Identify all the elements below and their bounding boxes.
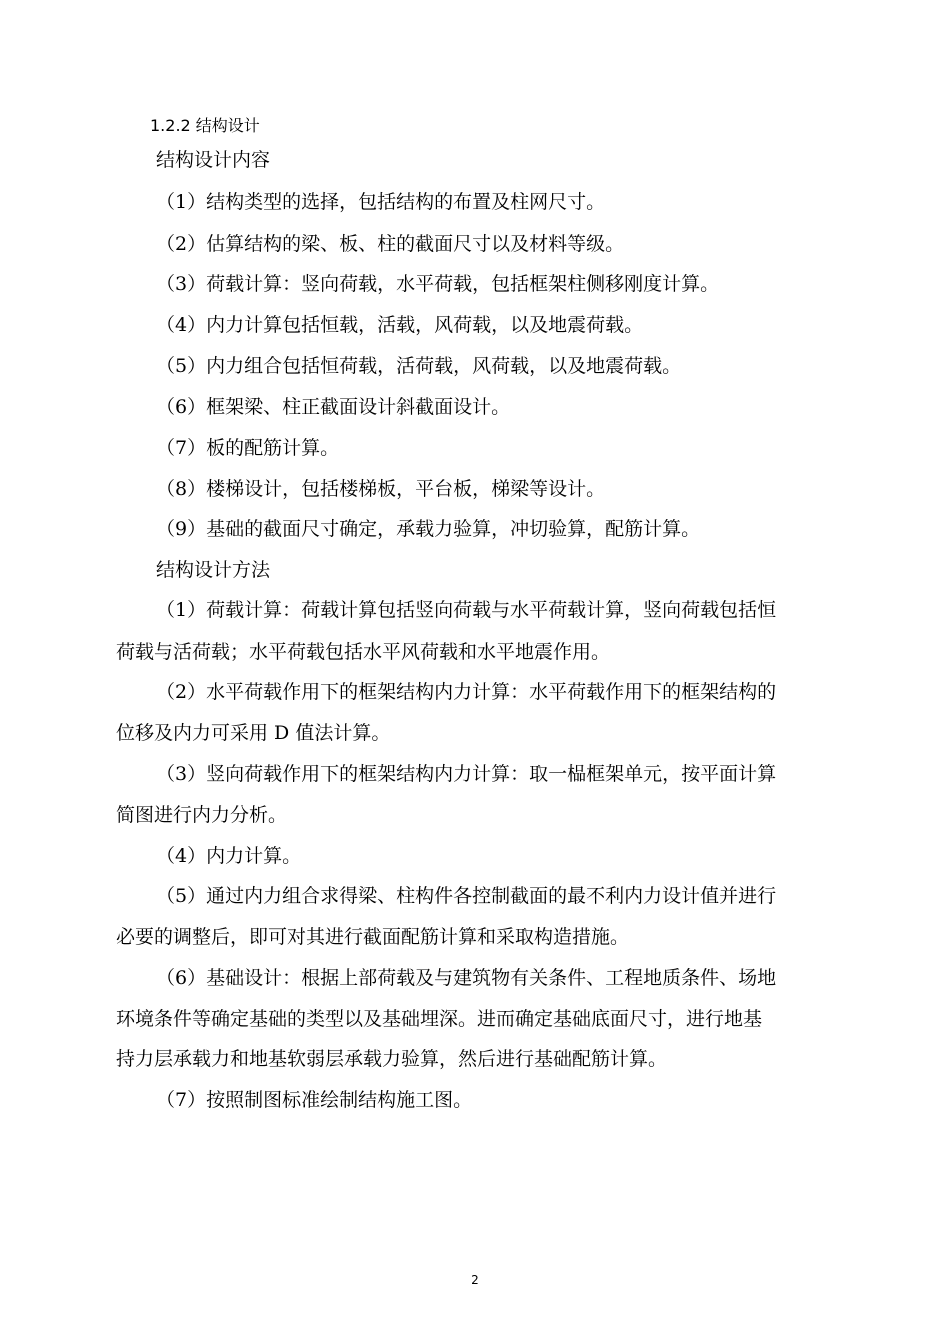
list-item: （9）基础的截面尺寸确定，承载力验算，冲切验算，配筋计算。 [156,518,701,540]
paragraph-line: 位移及内力可采用 D 值法计算。 [116,722,391,744]
list-item: （6）框架梁、柱正截面设计斜截面设计。 [156,396,511,418]
paragraph-line: 持力层承载力和地基软弱层承载力验算，然后进行基础配筋计算。 [116,1048,668,1070]
list-item: （4）内力计算包括恒载，活载，风荷载，以及地震荷载。 [156,314,644,336]
list-item: （8）楼梯设计，包括楼梯板，平台板，梯梁等设计。 [156,478,606,500]
paragraph-line: （6）基础设计：根据上部荷载及与建筑物有关条件、工程地质条件、场地 [156,967,777,989]
paragraph-line: （2）水平荷载作用下的框架结构内力计算：水平荷载作用下的框架结构的 [156,681,777,703]
method-title: 结构设计方法 [156,559,271,581]
paragraph-line: 必要的调整后，即可对其进行截面配筋计算和采取构造措施。 [116,926,630,948]
list-item: （5）内力组合包括恒荷载，活荷载，风荷载，以及地震荷载。 [156,355,682,377]
paragraph-line: 荷载与活荷载；水平荷载包括水平风荷载和水平地震作用。 [116,641,611,663]
paragraph-line: 环境条件等确定基础的类型以及基础埋深。进而确定基础底面尺寸，进行地基 [116,1008,763,1030]
paragraph-line: 简图进行内力分析。 [116,804,288,826]
list-item: （2）估算结构的梁、板、柱的截面尺寸以及材料等级。 [156,233,625,255]
list-item: （1）结构类型的选择，包括结构的布置及柱网尺寸。 [156,191,606,213]
page-number: 2 [471,1273,479,1287]
list-item: （3）荷载计算：竖向荷载，水平荷载，包括框架柱侧移刚度计算。 [156,273,720,295]
paragraph-line: （7）按照制图标准绘制结构施工图。 [156,1089,473,1111]
section-heading: 1.2.2 结构设计 [150,116,260,135]
list-item: （7）板的配筋计算。 [156,437,340,459]
content-title: 结构设计内容 [156,149,271,171]
paragraph-line: （1）荷载计算：荷载计算包括竖向荷载与水平荷载计算，竖向荷载包括恒 [156,599,777,621]
paragraph-line: （5）通过内力组合求得梁、柱构件各控制截面的最不利内力设计值并进行 [156,885,777,907]
paragraph-line: （3）竖向荷载作用下的框架结构内力计算：取一榀框架单元，按平面计算 [156,763,777,785]
paragraph-line: （4）内力计算。 [156,845,302,867]
